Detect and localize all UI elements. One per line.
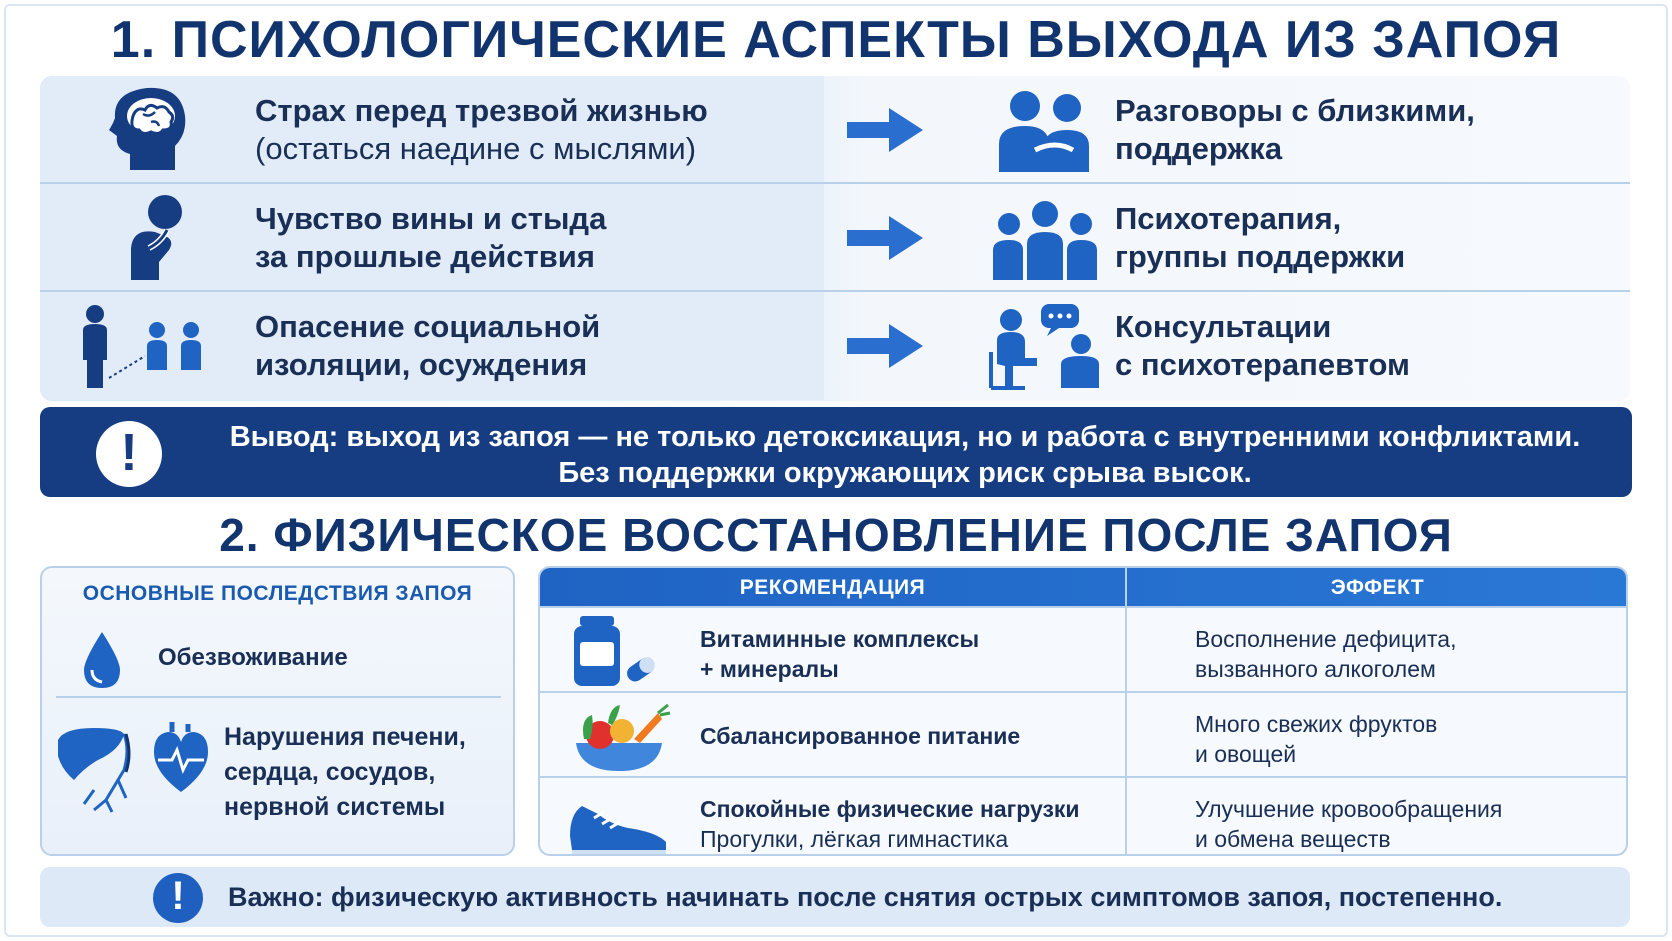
recommendation-table [538, 566, 1628, 856]
exclamation-icon [96, 421, 162, 487]
hug-support-icon [985, 84, 1105, 176]
consequence-item [42, 622, 513, 702]
solution-line1: Консультации [1115, 309, 1332, 344]
important-text: Важно: физическую активность начинать после снятия острых симптомов запоя, постепенно. [228, 882, 1503, 912]
section2-title: 2. ФИЗИЧЕСКОЕ ВОССТАНОВЛЕНИЕ ПОСЛЕ ЗАПОЯ [219, 509, 1453, 561]
important-note [40, 867, 1630, 927]
water-drop-icon [80, 630, 124, 690]
heart-icon [150, 720, 212, 795]
psychology-panel [40, 76, 1630, 401]
exclamation-icon [153, 873, 203, 923]
table-row [540, 776, 1626, 856]
problem-text [255, 200, 815, 276]
psychology-row [40, 292, 1630, 400]
solution-line2: поддержка [1115, 131, 1283, 166]
consequence-line: сердца, сосудов, [224, 758, 436, 786]
effect-line: Восполнение дефицита, [1195, 626, 1457, 652]
recommendation-line: Спокойные физические нагрузки [700, 796, 1080, 822]
section1-title: 1. ПСИХОЛОГИЧЕСКИЕ АСПЕКТЫ ВЫХОДА ИЗ ЗАПОЯ [110, 11, 1562, 69]
solution-text [1115, 92, 1615, 168]
recommendation-text [700, 624, 1120, 684]
effect-line: и обмена веществ [1195, 826, 1391, 852]
solution-line2: группы поддержки [1115, 239, 1406, 274]
consequence-line: нервной системы [224, 793, 446, 821]
problem-line1: Опасение социальной [255, 309, 601, 344]
consequences-title: ОСНОВНЫЕ ПОСЛЕДСТВИЯ ЗАПОЯ [82, 582, 473, 605]
group-icon [985, 192, 1105, 284]
table-row [540, 606, 1626, 691]
consequence-text [224, 720, 504, 825]
effect-line: вызванного алкоголем [1195, 656, 1436, 682]
recommendation-text [700, 794, 1120, 854]
solution-line1: Разговоры с близкими, [1115, 93, 1475, 128]
problem-line2: (остаться наедине с мыслями) [255, 131, 697, 166]
solution-line1: Психотерапия, [1115, 201, 1342, 236]
psychology-row [40, 184, 1630, 292]
conclusion-line1: Вывод: выход из запоя — не только детоксикация, но и работа с внутренними конфликтами. [229, 421, 1581, 453]
column-header-recommendation: РЕКОМЕНДАЦИЯ [739, 576, 926, 599]
table-header [540, 568, 1626, 606]
problem-line1: Чувство вины и стыда [255, 201, 607, 236]
effect-text [1195, 624, 1615, 684]
recommendation-line: Прогулки, лёгкая гимнастика [700, 826, 1009, 852]
problem-text [255, 92, 815, 168]
problem-line2: изоляции, осуждения [255, 347, 588, 382]
solution-text [1115, 200, 1615, 276]
consequence-line: Нарушения печени, [224, 723, 466, 751]
effect-line: Улучшение кровообращения [1195, 796, 1503, 822]
effect-text [1195, 794, 1615, 854]
sneaker-icon [564, 784, 674, 856]
psychology-row [40, 76, 1630, 184]
consequence-text: Обезвоживание [158, 644, 348, 671]
problem-line1: Страх перед трезвой жизнью [255, 93, 708, 128]
recommendation-line: Сбалансированное питание [700, 723, 1021, 749]
ashamed-person-icon [95, 192, 215, 284]
arrow-right-icon [845, 322, 925, 370]
conclusion-line2: Без поддержки окружающих риск срыва высок. [558, 457, 1252, 489]
liver-icon [54, 720, 134, 815]
arrow-right-icon [845, 214, 925, 262]
table-row [540, 691, 1626, 776]
recommendation-line: + минералы [700, 656, 839, 682]
solution-text [1115, 308, 1615, 384]
brain-head-icon [95, 84, 215, 176]
effect-line: и овощей [1195, 741, 1297, 767]
recommendation-line: Витаминные комплексы [700, 626, 980, 652]
solution-line2: с психотерапевтом [1115, 347, 1410, 382]
consultation-icon [985, 300, 1105, 392]
divider [56, 696, 501, 698]
conclusion-banner [40, 407, 1632, 497]
vegetables-bowl-icon [564, 699, 674, 775]
consequences-panel [40, 566, 515, 856]
isolated-person-icon [75, 300, 215, 392]
vitamins-bottle-icon [564, 614, 674, 690]
effect-text [1195, 709, 1615, 769]
column-header-effect: ЭФФЕКТ [1330, 576, 1425, 599]
arrow-right-icon [845, 106, 925, 154]
consequence-item [42, 708, 513, 848]
problem-line2: за прошлые действия [255, 239, 595, 274]
problem-text [255, 308, 815, 384]
recommendation-text [700, 721, 1120, 751]
effect-line: Много свежих фруктов [1195, 711, 1438, 737]
